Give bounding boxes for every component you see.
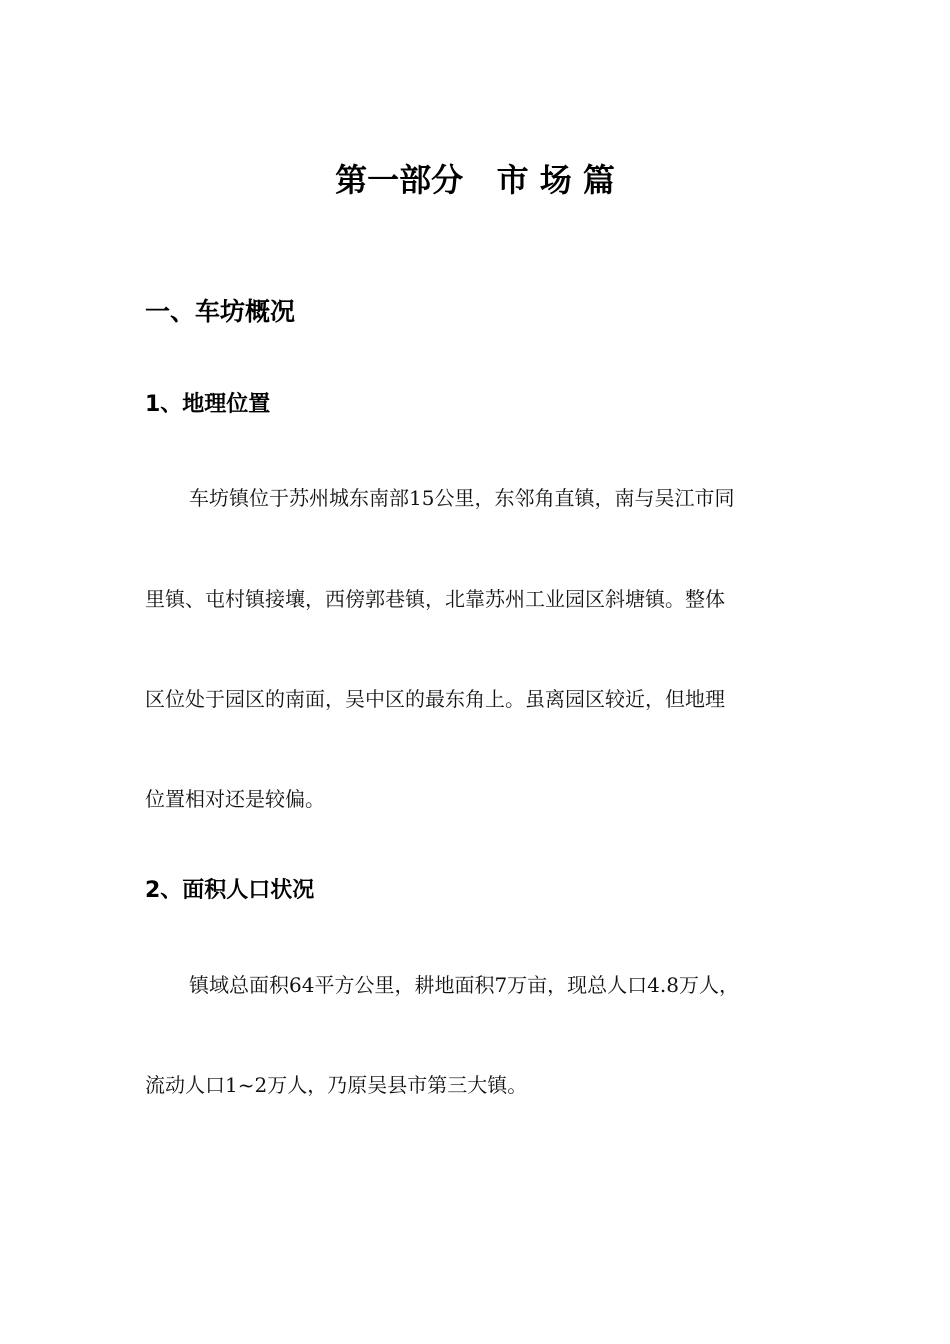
subsection-heading-area-population: 2、面积人口状况 [145,878,315,903]
paragraph-line: 流动人口1~2万人，乃原吴县市第三大镇。 [145,1073,528,1097]
paragraph-line: 区位处于园区的南面，吴中区的最东角上。虽离园区较近，但地理 [145,687,725,711]
paragraph-line: 镇域总面积64平方公里，耕地面积7万亩，现总人口4.8万人， [189,973,739,997]
subsection-heading-location: 1、地理位置 [145,392,271,417]
paragraph-line: 车坊镇位于苏州城东南部15公里，东邻角直镇，南与吴江市同 [189,486,735,510]
paragraph-line: 位置相对还是较偏。 [145,787,325,811]
section-heading: 一、车坊概况 [145,297,296,326]
page-title: 第一部分 市 场 篇 [335,161,615,199]
paragraph-line: 里镇、屯村镇接壤，西傍郭巷镇，北靠苏州工业园区斜塘镇。整体 [145,587,725,611]
